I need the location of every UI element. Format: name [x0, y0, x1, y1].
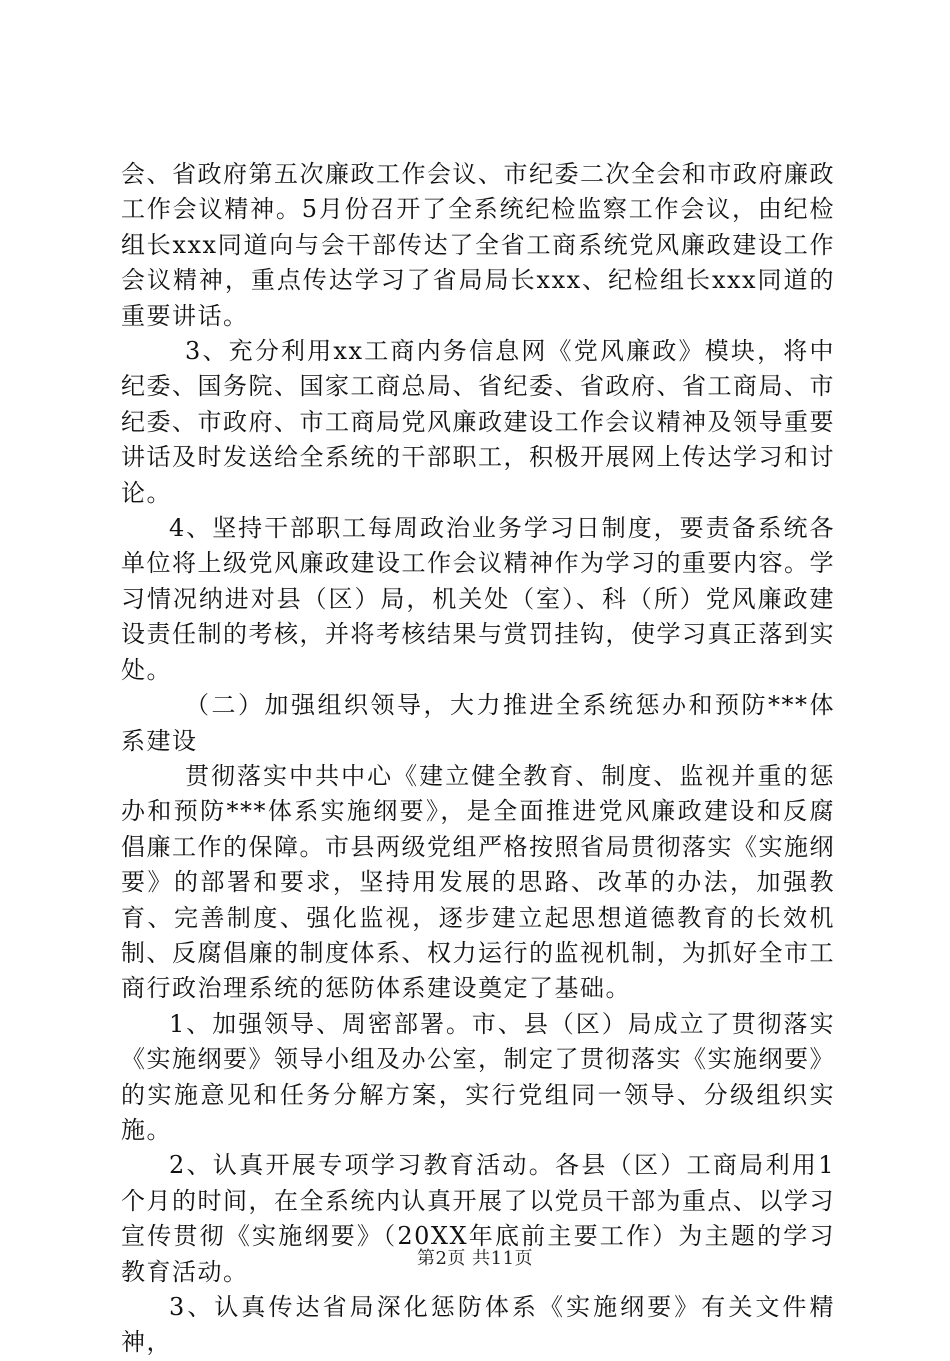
section-heading-2: （二）加强组织领导，大力推进全系统惩办和预防***体系建设 [121, 691, 835, 755]
paragraph-8: 3、认真传达省局深化惩防体系《实施纲要》有关文件精神， [121, 1293, 835, 1357]
paragraph-2: 3、充分利用xx工商内务信息网《党风廉政》模块，将中纪委、国务院、国家工商总局、省纪委、省政府、省工商局、市纪委、市政府、市工商局党风廉政建设工作会议精神及领导重要讲话及时发送给全系统的干部职工，积极开展网上传达学习和讨论。 [121, 337, 835, 507]
paragraph-5: 贯彻落实中共中心《建立健全教育、制度、监视并重的惩办和预防***体系实施纲要》，是全面推进党风廉政建设和反腐倡廉工作的保障。市县两级党组严格按照省局贯彻落实《实施纲要》的部署和要求，坚持用发展的思路、改革的办法，加强教育、完善制度、强化监视，逐步建立起思想道德教育的长效机制、反腐倡廉的制度体系、权力运行的监视机制，为抓好全市工商行政治理系统的惩防体系建设奠定了基础。 [121, 761, 835, 1003]
document-body [121, 157, 835, 1361]
paragraph-3: 4、坚持干部职工每周政治业务学习日制度，要责备系统各单位将上级党风廉政建设工作会议精神作为学习的重要内容。学习情况纳进对县（区）局，机关处（室）、科（所）党风廉政建设责任制的考核，并将考核结果与赏罚挂钩，使学习真正落到实处。 [121, 514, 835, 684]
page-footer: 第2页 共11页 [416, 1248, 534, 1269]
paragraph-6: 1、加强领导、周密部署。市、县（区）局成立了贯彻落实《实施纲要》领导小组及办公室，制定了贯彻落实《实施纲要》的实施意见和任务分解方案，实行党组同一领导、分级组织实施。 [121, 1009, 835, 1144]
paragraph-1: 会、省政府第五次廉政工作会议、市纪委二次全会和市政府廉政工作会议精神。5月份召开了全系统纪检监察工作会议，由纪检组长xxx同道向与会干部传达了全省工商系统党风廉政建设工作会议精神，重点传达学习了省局局长xxx、纪检组长xxx同道的重要讲话。 [121, 160, 835, 330]
paragraph-7: 2、认真开展专项学习教育活动。各县（区）工商局利用1个月的时间，在全系统内认真开展了以党员干部为重点、以学习宣传贯彻《实施纲要》（20XX年底前主要工作）为主题的学习教育活动。 [121, 1151, 835, 1286]
